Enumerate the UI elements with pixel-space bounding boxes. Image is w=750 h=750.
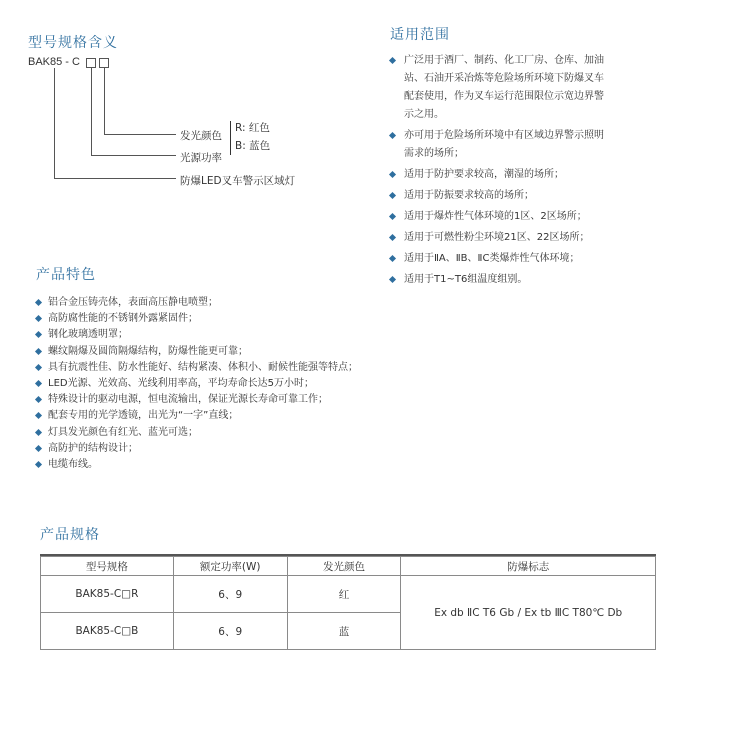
feature-item: LED光源、光效高、光线利用率高，平均寿命长达5万小时； — [36, 376, 396, 392]
scope-item: 亦可用于危险场所环境中有区域边界警示照明 — [390, 127, 735, 145]
label-product-name: 防爆LED叉车警示区域灯 — [180, 175, 296, 187]
feature-item: 钢化玻璃透明罩； — [36, 327, 396, 343]
diamond-bullet-icon — [389, 171, 396, 178]
model-section-title: 型号规格含义 — [28, 35, 118, 51]
cell-model: BAK85-C□R — [41, 576, 174, 613]
diamond-bullet-icon — [35, 461, 42, 468]
model-code: BAK85 - C — [28, 56, 80, 68]
scope-item: 适用于爆炸性气体环境的1区、2区场所； — [390, 208, 735, 226]
feature-item: 具有抗震性佳、防水性能好、结构紧凑、体积小、耐候性能强等特点； — [36, 360, 396, 376]
scope-item: 适用于防振要求较高的场所； — [390, 187, 735, 205]
connector-name-horizontal — [54, 178, 176, 179]
scope-item: 适用于T1~T6组温度组别。 — [390, 271, 735, 289]
code-box-power — [86, 58, 96, 68]
label-color-blue: B: 蓝色 — [235, 140, 271, 152]
code-box-color — [99, 58, 109, 68]
feature-item: 高防腐性能的不锈钢外露紧固件； — [36, 311, 396, 327]
diamond-bullet-icon — [389, 255, 396, 262]
feature-item: 灯具发光颜色有红光、蓝光可选； — [36, 425, 396, 441]
label-power: 光源功率 — [180, 152, 222, 164]
diamond-bullet-icon — [35, 364, 42, 371]
col-header-ex-mark: 防爆标志 — [401, 557, 656, 576]
diamond-bullet-icon — [389, 234, 396, 241]
diamond-bullet-icon — [389, 192, 396, 199]
diamond-bullet-icon — [35, 412, 42, 419]
scope-item: 适用于ⅡA、ⅡB、ⅡC类爆炸性气体环境； — [390, 250, 735, 268]
diamond-bullet-icon — [389, 57, 396, 64]
col-header-power: 额定功率(W) — [173, 557, 287, 576]
cell-power: 6、9 — [173, 613, 287, 650]
spec-table — [40, 556, 656, 650]
scope-item-cont: 示之用。 — [404, 109, 444, 120]
col-header-model: 型号规格 — [41, 557, 174, 576]
spec-section-title: 产品规格 — [40, 527, 100, 543]
label-color-red: R: 红色 — [235, 122, 270, 134]
scope-section-title: 适用范围 — [390, 27, 450, 43]
diamond-bullet-icon — [35, 396, 42, 403]
features-section-title: 产品特色 — [36, 267, 96, 283]
connector-power-horizontal — [91, 155, 176, 156]
scope-item-cont: 配套使用，作为叉车运行范围限位示宽边界警 — [404, 91, 604, 102]
feature-item: 特殊设计的驱动电源，恒电流输出，保证光源长寿命可靠工作； — [36, 392, 396, 408]
scope-item-cont: 站、石油开采冶炼等危险场所环境下防爆叉车 — [404, 73, 604, 84]
table-row — [41, 576, 656, 613]
features-list — [36, 295, 396, 473]
diamond-bullet-icon — [35, 445, 42, 452]
feature-item: 电缆布线。 — [36, 457, 396, 473]
cell-color: 红 — [287, 576, 401, 613]
scope-list — [390, 52, 735, 292]
diamond-bullet-icon — [35, 315, 42, 322]
cell-color: 蓝 — [287, 613, 401, 650]
diamond-bullet-icon — [35, 380, 42, 387]
diamond-bullet-icon — [389, 276, 396, 283]
connector-name-vertical — [54, 68, 55, 178]
diamond-bullet-icon — [35, 331, 42, 338]
diamond-bullet-icon — [389, 213, 396, 220]
scope-item-cont: 需求的场所； — [404, 148, 464, 159]
cell-ex-mark: Ex db ⅡC T6 Gb / Ex tb ⅢC T80℃ Db — [401, 576, 656, 650]
scope-item: 适用于可燃性粉尘环境21区、22区场所； — [390, 229, 735, 247]
feature-item: 铝合金压铸壳体，表面高压静电喷塑； — [36, 295, 396, 311]
feature-item: 配套专用的光学透镜，出光为“一字”直线； — [36, 408, 396, 424]
scope-item: 广泛用于酒厂、制药、化工厂房、仓库、加油 — [390, 52, 735, 70]
diamond-bullet-icon — [389, 132, 396, 139]
diamond-bullet-icon — [35, 429, 42, 436]
connector-color-vertical — [104, 68, 105, 134]
diamond-bullet-icon — [35, 299, 42, 306]
col-header-color: 发光颜色 — [287, 557, 401, 576]
color-bracket — [230, 121, 231, 155]
feature-item: 螺纹隔爆及圆筒隔爆结构，防爆性能更可靠； — [36, 344, 396, 360]
cell-model: BAK85-C□B — [41, 613, 174, 650]
connector-color-horizontal — [104, 134, 176, 135]
scope-item: 适用于防护要求较高，潮湿的场所； — [390, 166, 735, 184]
label-color: 发光颜色 — [180, 130, 222, 142]
diamond-bullet-icon — [35, 348, 42, 355]
connector-power-vertical — [91, 68, 92, 155]
feature-item: 高防护的结构设计； — [36, 441, 396, 457]
cell-power: 6、9 — [173, 576, 287, 613]
table-header-row — [41, 557, 656, 576]
